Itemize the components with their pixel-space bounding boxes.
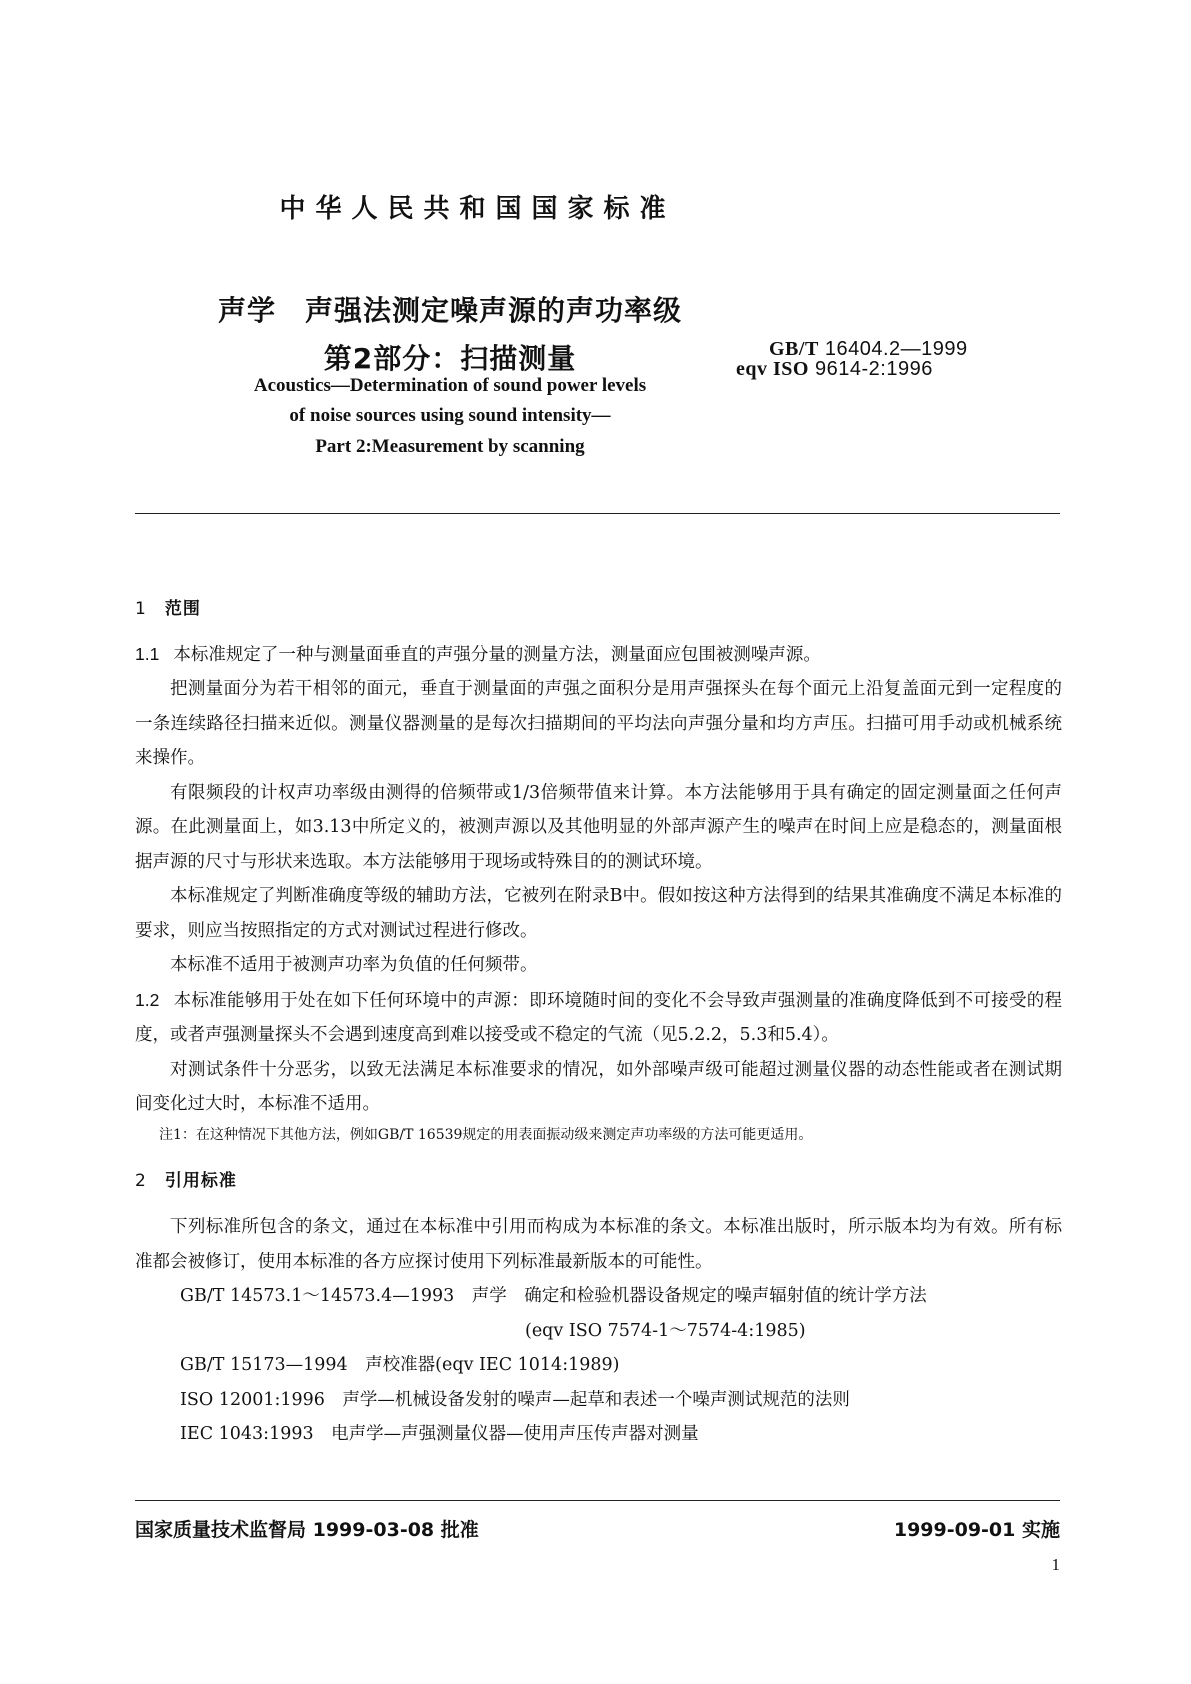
- clause-1-1-text: 本标准规定了一种与测量面垂直的声强分量的测量方法，测量面应包围被测噪声源。: [173, 644, 821, 665]
- implementation-date: 1999-09-01 实施: [893, 1519, 1060, 1541]
- paragraph: 有限频段的计权声功率级由测得的倍频带或1/3倍频带值来计算。本方法能够用于具有确定的固定测量面之任何声源。在此测量面上，如3.13中所定义的，被测声源以及其他明显的外部声源产生的噪声在时间上应是稳态的，测量面根据声源的尺寸与形状来选取。本方法能够用于现场或特殊目的的测试环境。: [135, 782, 1062, 872]
- clause-1-2-text: 本标准能够用于处在如下任何环境中的声源：即环境随时间的变化不会导致声强测量的准确度降低到不可接受的程度，或者声强测量探头不会遇到速度高到难以接受或不稳定的气流（见5.2.2，5.3和5.4）。: [135, 990, 1062, 1045]
- standard-code-eqv: [736, 358, 933, 381]
- document-title-line2: 第2部分：扫描测量: [323, 342, 577, 375]
- eqv-number: 9614-2:1996: [808, 358, 933, 380]
- section-2-heading: [135, 1164, 1062, 1199]
- clause-1-1: [135, 637, 1062, 673]
- clause-1-1-number: 1.1: [135, 643, 160, 664]
- english-title-line3: Part 2:Measurement by scanning: [315, 436, 585, 457]
- reference-item-sub: (eqv ISO 7574-1～7574-4:1985): [525, 1320, 806, 1341]
- gb-prefix: GB/T: [769, 338, 819, 360]
- reference-item: GB/T 14573.1～14573.4—1993 声学 确定和检验机器设备规定的噪声辐射值的统计学方法: [180, 1286, 927, 1306]
- national-standard-header: 中华人民共和国国家标准: [279, 194, 676, 224]
- reference-item: GB/T 15173—1994 声校准器(eqv IEC 1014:1989): [180, 1355, 620, 1375]
- note-1: 注1：在这种情况下其他方法，例如GB/T 16539规定的用表面振动级来测定声功率级的方法可能更适用。: [159, 1126, 813, 1143]
- document-body: [135, 592, 1062, 1452]
- section-1-title: 范围: [164, 599, 201, 619]
- clause-1-2: [135, 983, 1062, 1053]
- english-title-line1: Acoustics—Determination of sound power levels: [253, 375, 647, 396]
- paragraph: 对测试条件十分恶劣，以致无法满足本标准要求的情况，如外部噪声级可能超过测量仪器的动态性能或者在测试期间变化过大时，本标准不适用。: [135, 1059, 1062, 1114]
- paragraph: 本标准规定了判断准确度等级的辅助方法，它被列在附录B中。假如按这种方法得到的结果其准确度不满足本标准的要求，则应当按照指定的方式对测试过程进行修改。: [135, 886, 1062, 941]
- approval-date: 国家质量技术监督局 1999-03-08 批准: [135, 1519, 479, 1541]
- document-title-line1: 声学 声强法测定噪声源的声功率级: [217, 294, 682, 327]
- english-title-line2: of noise sources using sound intensity—: [289, 405, 611, 426]
- clause-1-2-number: 1.2: [135, 989, 160, 1010]
- paragraph: 把测量面分为若干相邻的面元，垂直于测量面的声强之面积分是用声强探头在每个面元上沿复盖面元到一定程度的一条连续路径扫描来近似。测量仪器测量的是每次扫描期间的平均法向声强分量和均方声压。扫描可用手动或机械系统来操作。: [135, 679, 1062, 768]
- section-1-heading: [135, 592, 1062, 627]
- section-1-number: 1: [135, 599, 147, 619]
- section-2-title: 引用标准: [164, 1170, 237, 1191]
- top-divider: [135, 513, 1060, 514]
- gb-number: 16404.2—1999: [818, 338, 968, 360]
- bottom-divider: [135, 1500, 1060, 1501]
- reference-item: ISO 12001:1996 声学—机械设备发射的噪声—起草和表述一个噪声测试规范的法则: [180, 1389, 850, 1410]
- page-number: 1: [1051, 1555, 1060, 1574]
- section-2-number: 2: [135, 1170, 147, 1191]
- paragraph: 本标准不适用于被测声功率为负值的任何频带。: [170, 955, 538, 975]
- reference-item: IEC 1043:1993 电声学—声强测量仪器—使用声压传声器对测量: [180, 1424, 699, 1444]
- eqv-prefix: eqv ISO: [736, 358, 809, 380]
- paragraph: 下列标准所包含的条文，通过在本标准中引用而构成为本标准的条文。本标准出版时，所示版本均为有效。所有标准都会被修订，使用本标准的各方应探讨使用下列标准最新版本的可能性。: [135, 1217, 1062, 1272]
